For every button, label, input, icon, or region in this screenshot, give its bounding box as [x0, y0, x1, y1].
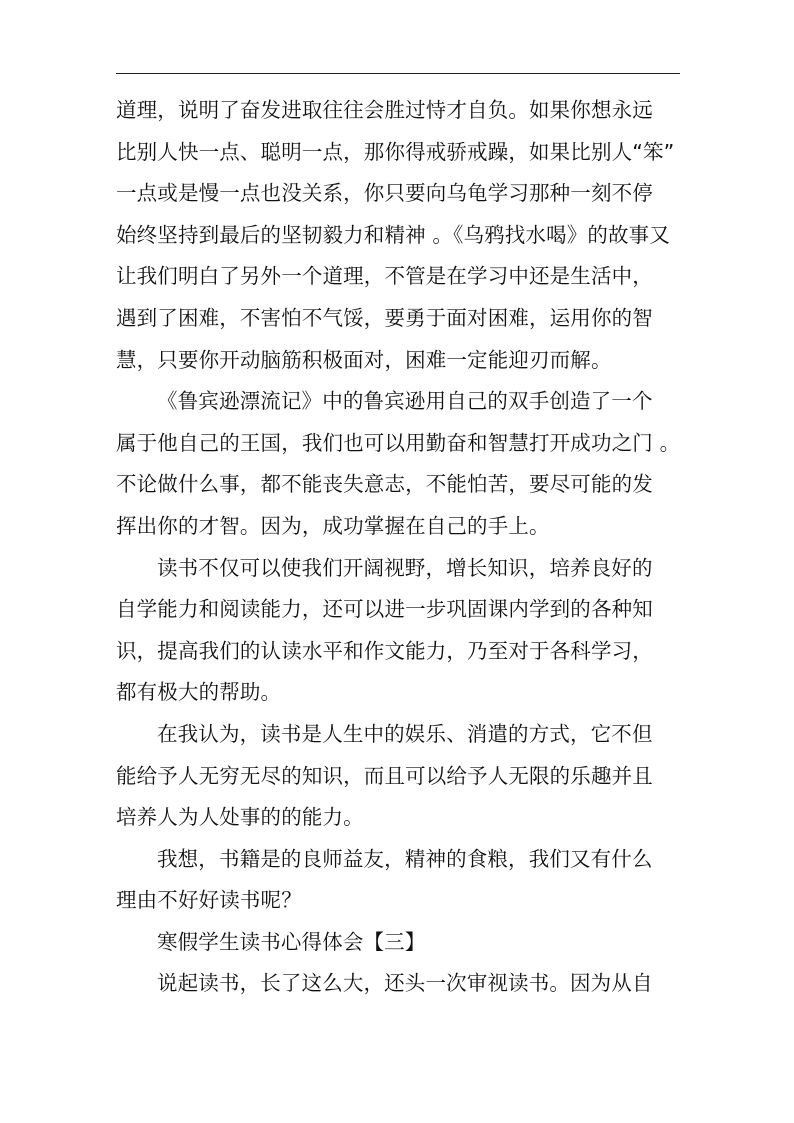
text-line: 一点或是慢一点也没关系，你只要向乌龟学习那种一刻不停 [116, 181, 653, 206]
paragraph-start-line: 读书不仅可以使我们开阔视野，增长知识，培养良好的 [157, 555, 653, 580]
header-rule [116, 73, 680, 74]
text-line: 识，提高我们的认读水平和作文能力，乃至对于各科学习， [116, 638, 653, 663]
text-line: 不论做什么事，都不能丧失意志，不能怕苦，要尽可能的发 [116, 472, 653, 497]
text-line: 能给予人无穷无尽的知识，而且可以给予人无限的乐趣并且 [116, 763, 653, 788]
text-line: 属于他自己的王国，我们也可以用勤奋和智慧打开成功之门 。 [116, 430, 681, 455]
text-line: 让我们明白了另外一个道理，不管是在学习中还是生活中， [116, 264, 653, 289]
text-line: 培养人为人处事的的能力。 [116, 805, 364, 830]
text-line: 理由不好好读书呢？ [116, 888, 302, 913]
text-line: 都有极大的帮助。 [116, 680, 282, 705]
text-line: 自学能力和阅读能力，还可以进一步巩固课内学到的各种知 [116, 597, 653, 622]
body-text [116, 90, 696, 1005]
section-heading: 寒假学生读书心得体会【三】 [157, 929, 426, 954]
text-line: 道理，说明了奋发进取往往会胜过恃才自负。如果你想永远 [116, 98, 653, 122]
text-line: 挥出你的才智。因为，成功掌握在自己的手上。 [116, 513, 550, 538]
text-line: 始终坚持到最后的坚韧毅力和精神 。《乌鸦找水喝》的故事又 [116, 222, 670, 247]
text-line: 比别人快一点、聪明一点，那你得戒骄戒躁，如果比别人“笨” [116, 139, 675, 164]
paragraph-start-line: 我想，书籍是的良师益友，精神的食粮，我们又有什么 [157, 846, 653, 871]
text-line: 遇到了困难，不害怕不气馁，要勇于面对困难，运用你的智 [116, 305, 653, 330]
paragraph-start-line: 《鲁宾逊漂流记》中的鲁宾逊用自己的双手创造了一个 [157, 389, 653, 414]
paragraph-start-line: 在我认为，读书是人生中的娱乐、消遣的方式，它不但 [157, 721, 653, 746]
text-line: 慧，只要你开动脑筋积极面对，困难一定能迎刃而解。 [116, 347, 612, 372]
paragraph-start-line: 说起读书，长了这么大，还头一次审视读书。因为从自 [157, 971, 653, 996]
